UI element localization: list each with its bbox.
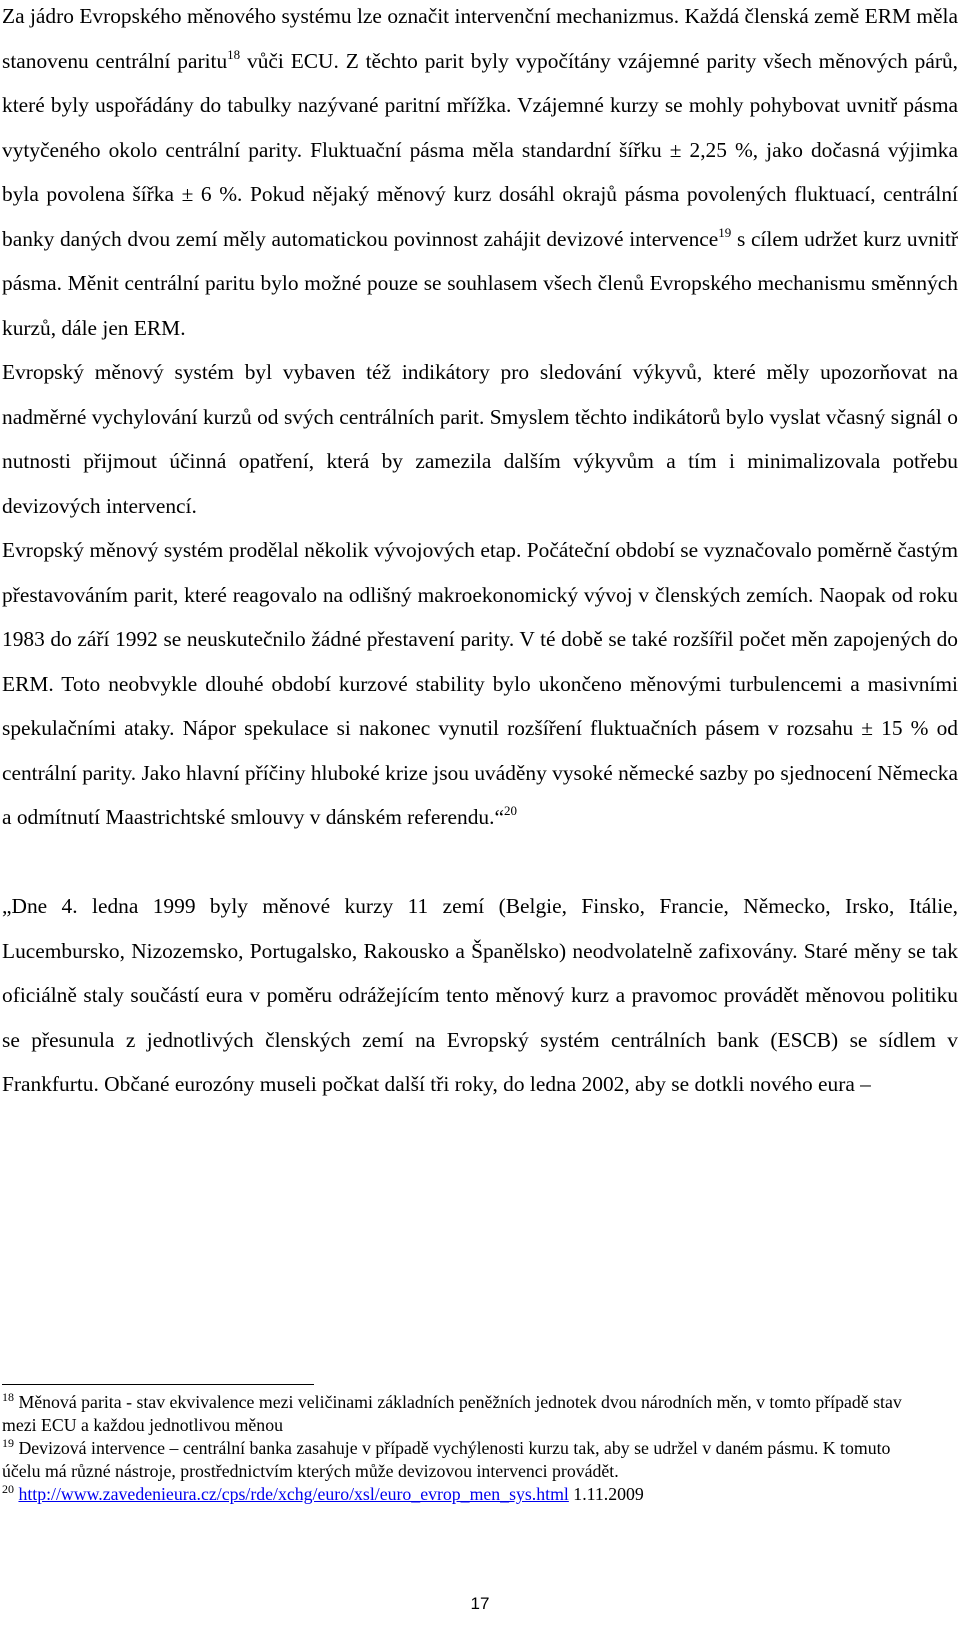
paragraph-euro-fixing: „Dne 4. ledna 1999 byly měnové kurzy 11 zemí (Belgie, Finsko, Francie, Německo, Irsko, Itálie, Lucembursko, Nizozemsko, Portugalsko, Rakousko a Španělsko) neodvolatelně zafixovány. Staré měny se tak oficiálně staly součástí eura v poměru odrážejícím tento měnový kurz a pravomoc provádět měnovou politiku se přesunula z jednotlivých členských zemí na Evropský systém centrálních bank (ESCB) se sídlem v Frankfurtu. Občané eurozóny museli počkat další tři roky, do ledna 2002, aby se dotkli nového eura – (2, 894, 958, 1096)
paragraph-development-stages: Evropský měnový systém prodělal několik vývojových etap. Počáteční období se vyznačovalo poměrně častým přestavováním parit, které reagovalo na odlišný makroekonomický vývoj v členských zemích. Naopak od roku 1983 do září 1992 se neuskutečnilo žádné přestavení parity. V té době se také rozšířil počet měn zapojených do ERM. Toto neobvykle dlouhé období kurzové stability bylo ukončeno měnovými turbulencemi a masivními spekulačními ataky. Nápor spekulace si nakonec vynutil rozšíření fluktuačních pásem v rozsahu ± 15 % od centrální parity. Jako hlavní příčiny hluboké krize jsou uváděny vysoké německé sazby po sjednocení Německa a odmítnutí Maastrichtské smlouvy v dánském referendu.“$^{20}$ (2, 538, 958, 829)
paragraph-indicators: Evropský měnový systém byl vybaven též indikátory pro sledování výkyvů, které měly upozorňovat na nadměrné vychylování kurzů od svých centrálních parit. Smyslem těchto indikátorů bylo vyslat včasný signál o nutnosti přijmout účinná opatření, která by zamezila dalším výkyvům a tím i minimalizovala potřebu devizových intervencí. (2, 360, 958, 518)
footnote-ref-18[interactable]: 18 (227, 46, 241, 62)
footnote-separator (2, 1384, 314, 1385)
footnote-18: $^{18}$ Měnová parita - stav ekvivalence mezi veličinami základních peněžních jednotek dvou národních měn, v tomto případě stav mezi ECU a každou jednotlivou měnou (2, 1390, 902, 1435)
footnote-ref-19[interactable]: 19 (718, 224, 732, 240)
footnote-20: $^{20}$ http://www.zavedenieura.cz/cps/rde/xchg/euro/xsl/euro_evrop_men_sys.html 1.11.2009 (2, 1482, 644, 1504)
paragraph-erm-intervention: Za jádro Evropského měnového systému lze označit intervenční mechanizmus. Každá členská země ERM měla stanovenu centrální paritu$^{18}$ vůči ECU. Z těchto parit byly vypočítány vzájemné parity všech měnových párů, které byly uspořádány do tabulky nazývané paritní mřížka. Vzájemné kurzy se mohly pohybovat uvnitř pásma vytyčeného okolo centrální parity. Fluktuační pásma měla standardní šířku ± 2,25 %, jako dočasná výjimka byla povolena šířka ± 6 %. Pokud nějaký měnový kurz dosáhl okrajů pásma povolených fluktuací, centrální banky daných dvou zemí měly automatickou povinnost zahájit devizové intervence$^{19}$ s cílem udržet kurz uvnitř pásma. Měnit centrální paritu bylo možné pouze se souhlasem všech členů Evropského mechanismu směnných kurzů, dále jen ERM. (2, 4, 959, 340)
footnote-ref-20[interactable]: 20 (503, 803, 517, 818)
main-text (2, 0, 958, 1107)
page-number: 17 (470, 1594, 490, 1613)
source-link[interactable]: http://www.zavedenieura.cz/cps/rde/xchg/euro/xsl/euro_evrop_men_sys.html (18, 1484, 569, 1504)
footnotes (2, 1391, 932, 1506)
footnote-19: $^{19}$ Devizová intervence – centrální banka zasahuje v případě vychýlenosti kurzu tak, aby se udržel v daném pásmu. K tomuto účelu má různé nástroje, prostřednictvím kterých může devizovou intervenci provádět. (2, 1436, 891, 1481)
